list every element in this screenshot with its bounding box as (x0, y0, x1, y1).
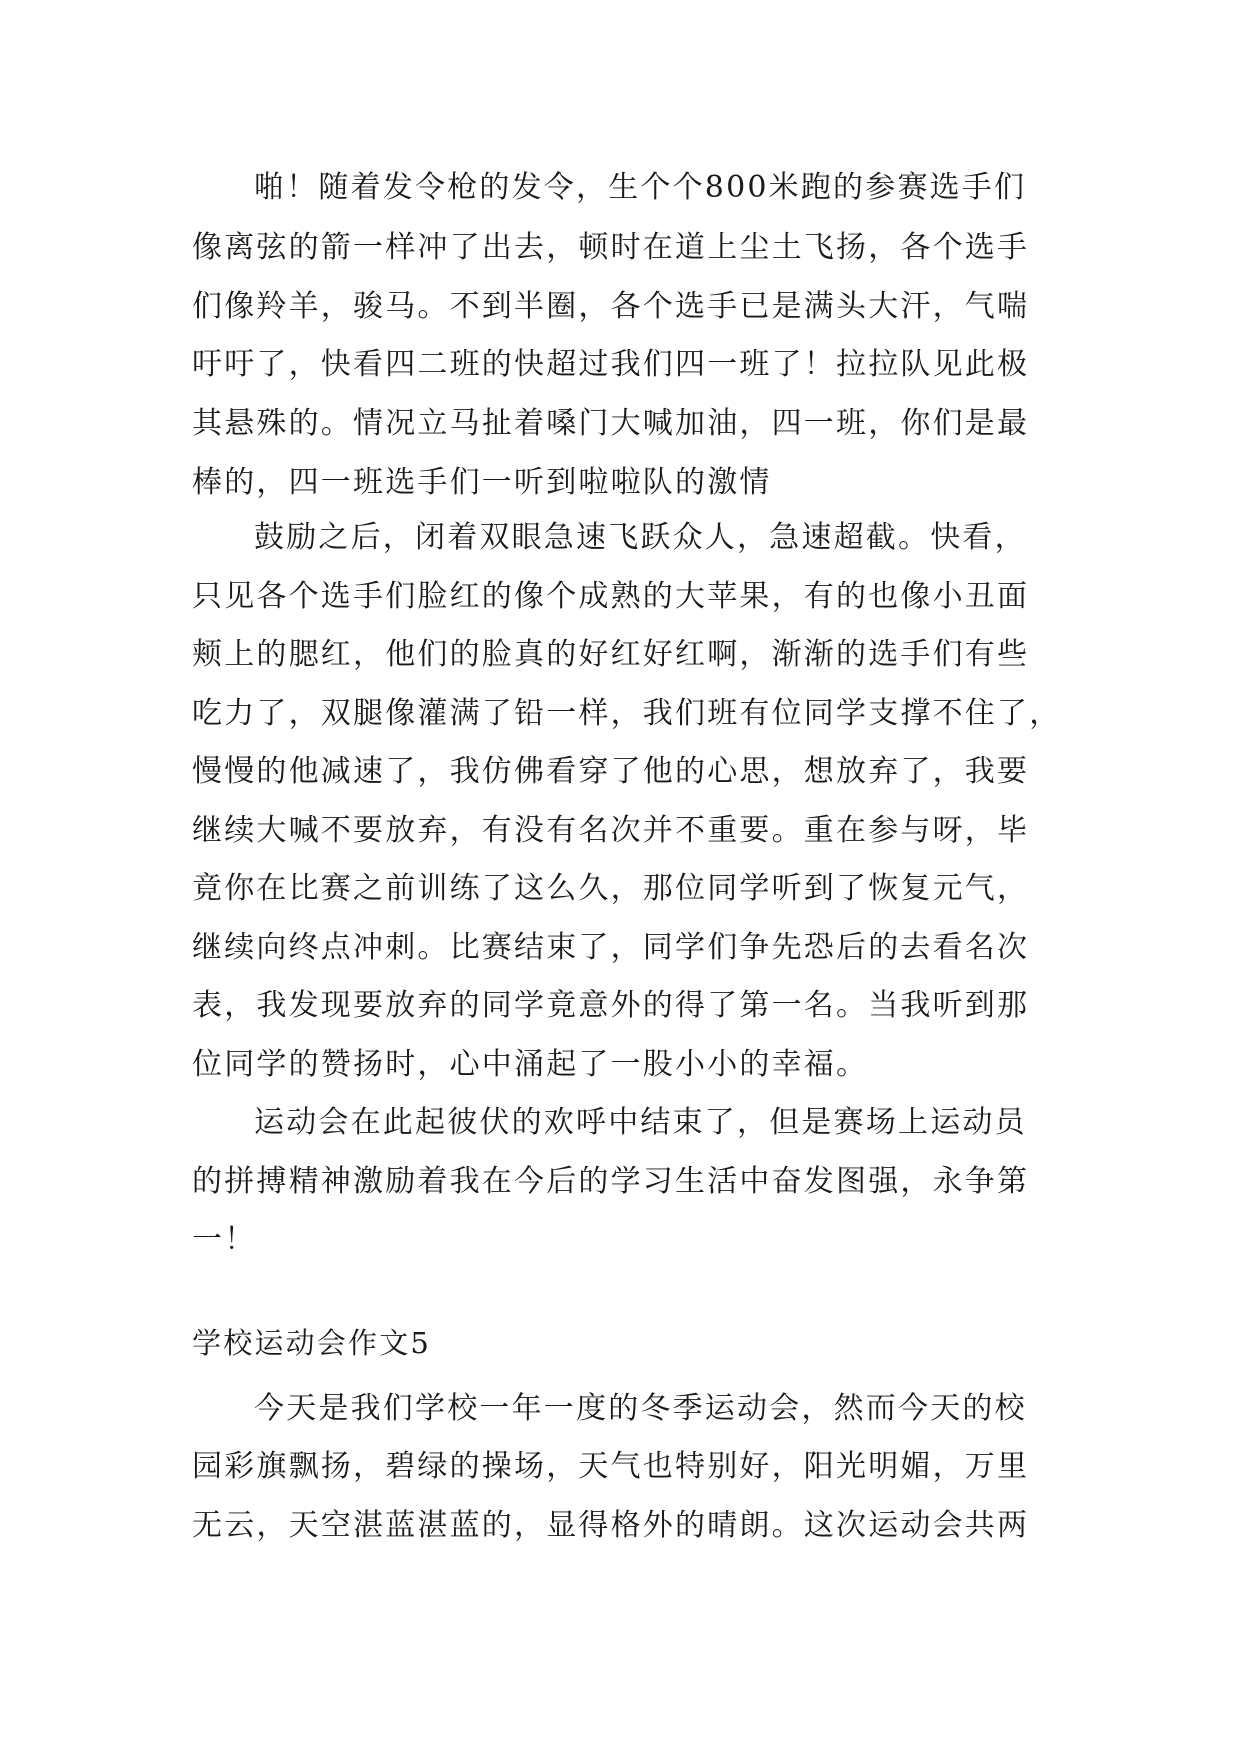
paragraph-2-line-1: 鼓励之后，闭着双眼急速飞跃众人，急速超截。快看， (254, 520, 1027, 555)
paragraph-4-line-1: 今天是我们学校一年一度的冬季运动会，然而今天的校 (254, 1391, 1027, 1426)
section-heading: 学校运动会作文5 (192, 1326, 432, 1360)
paragraph-3-line-1: 运动会在此起彼伏的欢呼中结束了，但是赛场上运动员 (254, 1105, 1027, 1140)
paragraph-2-line-6: 继续大喊不要放弃，有没有名次并不重要。重在参与呀，毕 (192, 813, 1030, 848)
paragraph-1-line-5: 其悬殊的。情况立马扯着嗓门大喊加油，四一班，你们是最 (192, 406, 1030, 441)
paragraph-2-line-10: 位同学的赞扬时，心中涌起了一股小小的幸福。 (192, 1047, 869, 1082)
paragraph-1-line-1: 啪！随着发令枪的发令，生个个800米跑的参赛选手们 (254, 170, 1027, 205)
paragraph-2-line-8: 继续向终点冲刺。比赛结束了，同学们争先恐后的去看名次 (192, 930, 1030, 965)
paragraph-2-line-7: 竟你在比赛之前训练了这么久，那位同学听到了恢复元气， (192, 871, 1030, 906)
paragraph-1-line-4: 吁吁了，快看四二班的快超过我们四一班了！拉拉队见此极 (192, 347, 1030, 382)
paragraph-3-line-3: 一！ (192, 1222, 257, 1257)
paragraph-1-line-6: 棒的，四一班选手们一听到啦啦队的激情 (192, 465, 772, 500)
paragraph-1-line-3: 们像羚羊，骏马。不到半圈，各个选手已是满头大汗，气喘 (192, 289, 1030, 324)
paragraph-2-line-4: 吃力了，双腿像灌满了铅一样，我们班有位同学支撑不住了， (192, 696, 1062, 731)
paragraph-1-line-2: 像离弦的箭一样冲了出去，顿时在道上尘土飞扬，各个选手 (192, 230, 1030, 265)
paragraph-4-line-3: 无云，天空湛蓝湛蓝的，显得格外的晴朗。这次运动会共两 (192, 1508, 1030, 1543)
paragraph-2-line-9: 表，我发现要放弃的同学竟意外的得了第一名。当我听到那 (192, 988, 1030, 1023)
paragraph-3-line-2: 的拼搏精神激励着我在今后的学习生活中奋发图强，永争第 (192, 1164, 1030, 1199)
paragraph-4-line-2: 园彩旗飘扬，碧绿的操场，天气也特别好，阳光明媚，万里 (192, 1449, 1030, 1484)
paragraph-2-line-2: 只见各个选手们脸红的像个成熟的大苹果，有的也像小丑面 (192, 579, 1030, 614)
paragraph-2-line-5: 慢慢的他减速了，我仿佛看穿了他的心思，想放弃了，我要 (192, 754, 1030, 789)
paragraph-2-line-3: 颊上的腮红，他们的脸真的好红好红啊，渐渐的选手们有些 (192, 637, 1030, 672)
